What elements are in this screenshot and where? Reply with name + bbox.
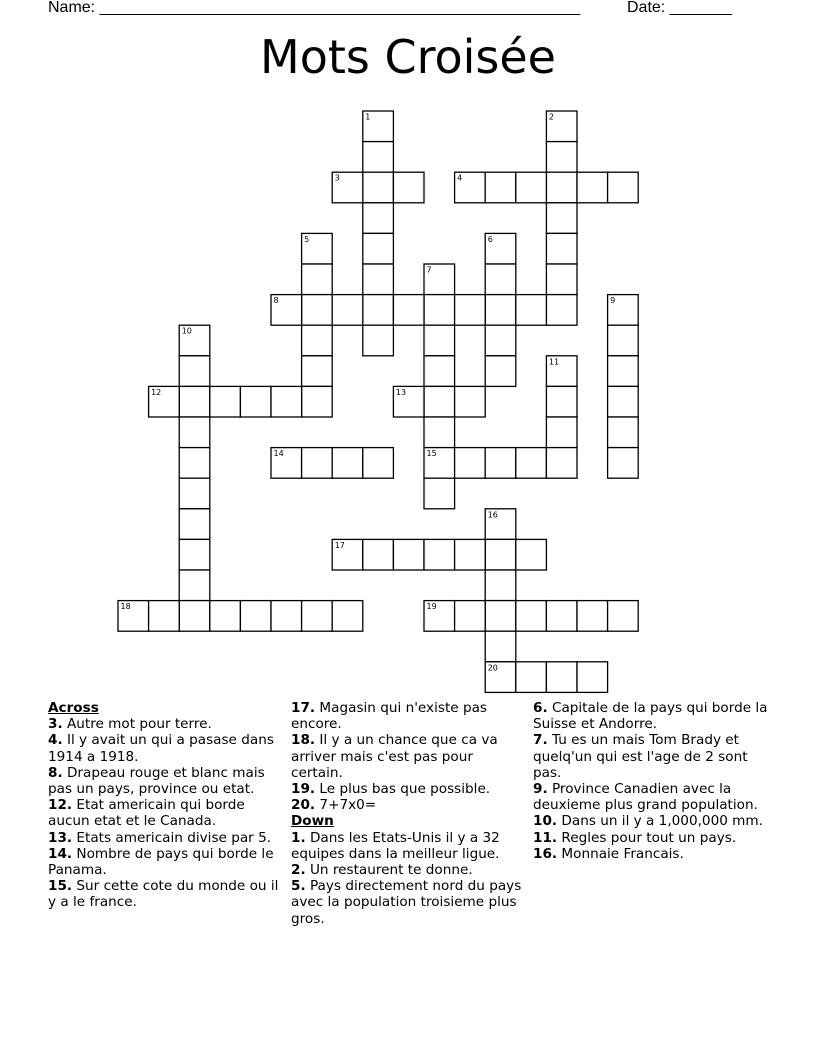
clue-across-20: 20. 7+7x0=	[291, 797, 377, 814]
clue-down-9: 9. Province Canadien avec la deuxieme plus grand population.	[533, 781, 758, 814]
grid-cell[interactable]	[240, 601, 271, 632]
clue-column-2	[291, 700, 527, 927]
clue-down-10: 10. Dans un il y a 1,000,000 mm.	[533, 813, 763, 830]
grid-cell[interactable]	[516, 662, 547, 693]
grid-cell[interactable]	[363, 142, 394, 173]
grid-cell[interactable]	[485, 631, 516, 662]
grid-cell[interactable]	[455, 539, 486, 570]
grid-cell[interactable]	[179, 417, 210, 448]
clue-column-1	[48, 700, 284, 911]
grid-cell[interactable]	[271, 601, 302, 632]
clue-across-4: 4. Il y avait un qui a pasase dans 1914 a 1918.	[48, 732, 274, 765]
grid-cell[interactable]	[179, 448, 210, 479]
clue-down-5: 5. Pays directement nord du pays avec la population troisieme plus gros.	[291, 878, 522, 927]
grid-cell[interactable]	[546, 662, 577, 693]
clue-down-1: 1. Dans les Etats-Unis il y a 32 equipes dans la meilleur ligue.	[291, 829, 500, 862]
grid-cell[interactable]	[424, 325, 455, 356]
clue-across-3: 3. Autre mot pour terre.	[48, 716, 212, 733]
date-line[interactable]: Date: _______	[627, 0, 732, 16]
clue-across-8: 8. Drapeau rouge et blanc mais pas un pays, province ou etat.	[48, 764, 265, 798]
cell-number: 14	[273, 449, 284, 459]
clue-down-16: 16. Monnaie Francais.	[533, 845, 684, 862]
grid-cell[interactable]	[455, 386, 486, 417]
grid-cell[interactable]	[302, 601, 333, 632]
grid-cell[interactable]	[546, 203, 577, 234]
cell-number: 1	[365, 112, 371, 122]
grid-cell[interactable]	[363, 172, 394, 203]
grid-cell[interactable]	[179, 539, 210, 570]
grid-cell[interactable]	[240, 386, 271, 417]
clue-down-11: 11. Regles pour tout un pays.	[533, 829, 737, 846]
grid-cell[interactable]	[179, 570, 210, 601]
grid-cell[interactable]	[485, 325, 516, 356]
grid-cell[interactable]	[179, 509, 210, 540]
grid-cell[interactable]	[332, 448, 363, 479]
cell-number: 18	[120, 602, 131, 612]
grid-cell[interactable]	[516, 448, 547, 479]
cell-number: 2	[548, 112, 554, 122]
grid-cell[interactable]	[210, 386, 241, 417]
grid-cell[interactable]	[485, 539, 516, 570]
clue-across-18: 18. Il y a un chance que ca va arriver mais c'est pas pour certain.	[291, 732, 498, 781]
cell-number: 10	[181, 326, 192, 336]
clue-across-15: 15. Sur cette cote du monde ou il y a le france.	[48, 878, 279, 911]
grid-cell[interactable]	[302, 295, 333, 326]
grid-cell[interactable]	[608, 448, 639, 479]
grid-cell[interactable]	[424, 386, 455, 417]
grid-cell[interactable]	[516, 601, 547, 632]
cell-number: 13	[395, 387, 407, 397]
page-title: Mots Croisée	[260, 30, 556, 84]
grid-cell[interactable]	[608, 417, 639, 448]
grid-cell[interactable]	[363, 264, 394, 295]
cell-number: 6	[487, 234, 493, 244]
grid-cell[interactable]	[577, 172, 608, 203]
grid-cell[interactable]	[546, 172, 577, 203]
grid-cell[interactable]	[546, 142, 577, 173]
grid-cell[interactable]	[608, 172, 639, 203]
clue-across-17: 17. Magasin qui n'existe pas encore.	[291, 700, 488, 733]
grid-cell[interactable]	[455, 448, 486, 479]
grid-cell[interactable]	[546, 233, 577, 264]
grid-cell[interactable]	[363, 539, 394, 570]
grid-cell[interactable]	[485, 601, 516, 632]
grid-cell[interactable]	[516, 172, 547, 203]
clue-across-13: 13. Etats americain divise par 5.	[48, 829, 272, 846]
cell-number: 20	[487, 663, 498, 673]
grid-cell[interactable]	[485, 172, 516, 203]
grid-cell[interactable]	[485, 570, 516, 601]
grid-cell[interactable]	[210, 601, 241, 632]
grid-cell[interactable]	[393, 295, 424, 326]
grid-cell[interactable]	[424, 478, 455, 509]
grid-cell[interactable]	[424, 295, 455, 326]
cell-number: 8	[273, 296, 279, 306]
grid-cell[interactable]	[455, 601, 486, 632]
grid-cell[interactable]	[302, 448, 333, 479]
grid-cell[interactable]	[363, 233, 394, 264]
name-label: Name:	[48, 0, 96, 16]
grid-cell[interactable]	[179, 601, 210, 632]
name-line[interactable]: Name: ______________________________________________________	[48, 0, 581, 16]
grid-cell[interactable]	[546, 386, 577, 417]
date-label: Date:	[627, 0, 666, 16]
grid-cell[interactable]	[424, 356, 455, 387]
cell-number: 12	[151, 387, 162, 397]
grid-cell[interactable]	[485, 356, 516, 387]
grid-cell[interactable]	[302, 325, 333, 356]
grid-cell[interactable]	[516, 295, 547, 326]
clue-across-12: 12. Etat americain qui borde aucun etat et le Canada.	[48, 797, 245, 830]
grid-cell[interactable]	[149, 601, 180, 632]
grid-cell[interactable]	[393, 539, 424, 570]
grid-cell[interactable]	[485, 448, 516, 479]
clue-down-7: 7. Tu es un mais Tom Brady et quelq'un qui est l'age de 2 sont pas.	[533, 732, 748, 781]
grid-cell[interactable]	[363, 203, 394, 234]
grid-cell[interactable]	[608, 325, 639, 356]
grid-cell[interactable]	[424, 539, 455, 570]
grid-cell[interactable]	[485, 264, 516, 295]
grid-cell[interactable]	[608, 386, 639, 417]
grid-cell[interactable]	[302, 356, 333, 387]
grid-cell[interactable]	[546, 417, 577, 448]
cell-number: 3	[334, 173, 340, 183]
across-heading: Across	[48, 700, 99, 716]
grid-cell[interactable]	[179, 478, 210, 509]
down-heading: Down	[291, 813, 334, 830]
grid-cell[interactable]	[363, 448, 394, 479]
cell-number: 4	[457, 173, 463, 183]
grid-cell[interactable]	[455, 295, 486, 326]
grid-cell[interactable]	[363, 325, 394, 356]
grid-cell[interactable]	[577, 662, 608, 693]
cell-number: 11	[548, 357, 560, 367]
grid-cell[interactable]	[332, 295, 363, 326]
grid-cell[interactable]	[546, 264, 577, 295]
cell-number: 5	[304, 234, 310, 244]
cell-number: 9	[610, 296, 616, 306]
grid-cell[interactable]	[516, 539, 547, 570]
grid-cell[interactable]	[546, 448, 577, 479]
clue-across-19: 19. Le plus bas que possible.	[291, 781, 491, 798]
clue-across-14: 14. Nombre de pays qui borde le Panama.	[48, 845, 274, 879]
grid-cell[interactable]	[271, 386, 302, 417]
grid-cell[interactable]	[608, 356, 639, 387]
cell-number: 16	[487, 510, 498, 520]
grid-cell[interactable]	[393, 172, 424, 203]
cell-number: 17	[334, 540, 345, 550]
cell-number: 7	[426, 265, 432, 275]
grid-cell[interactable]	[179, 356, 210, 387]
grid-cell[interactable]	[577, 601, 608, 632]
grid-cell[interactable]	[179, 386, 210, 417]
grid-cell[interactable]	[546, 295, 577, 326]
grid-cell[interactable]	[302, 264, 333, 295]
cell-number: 19	[426, 602, 437, 612]
grid-cell[interactable]	[608, 601, 639, 632]
grid-cell[interactable]	[546, 601, 577, 632]
grid-cell[interactable]	[302, 386, 333, 417]
clue-down-2: 2. Un restaurent te donne.	[291, 862, 473, 879]
cell-number: 15	[426, 449, 437, 459]
grid-cell[interactable]	[424, 417, 455, 448]
grid-cell[interactable]	[332, 601, 363, 632]
grid-cell[interactable]	[485, 295, 516, 326]
grid-cell[interactable]	[363, 295, 394, 326]
clue-down-6: 6. Capitale de la pays qui borde la Suisse et Andorre.	[533, 700, 768, 733]
clue-column-3	[533, 700, 769, 862]
